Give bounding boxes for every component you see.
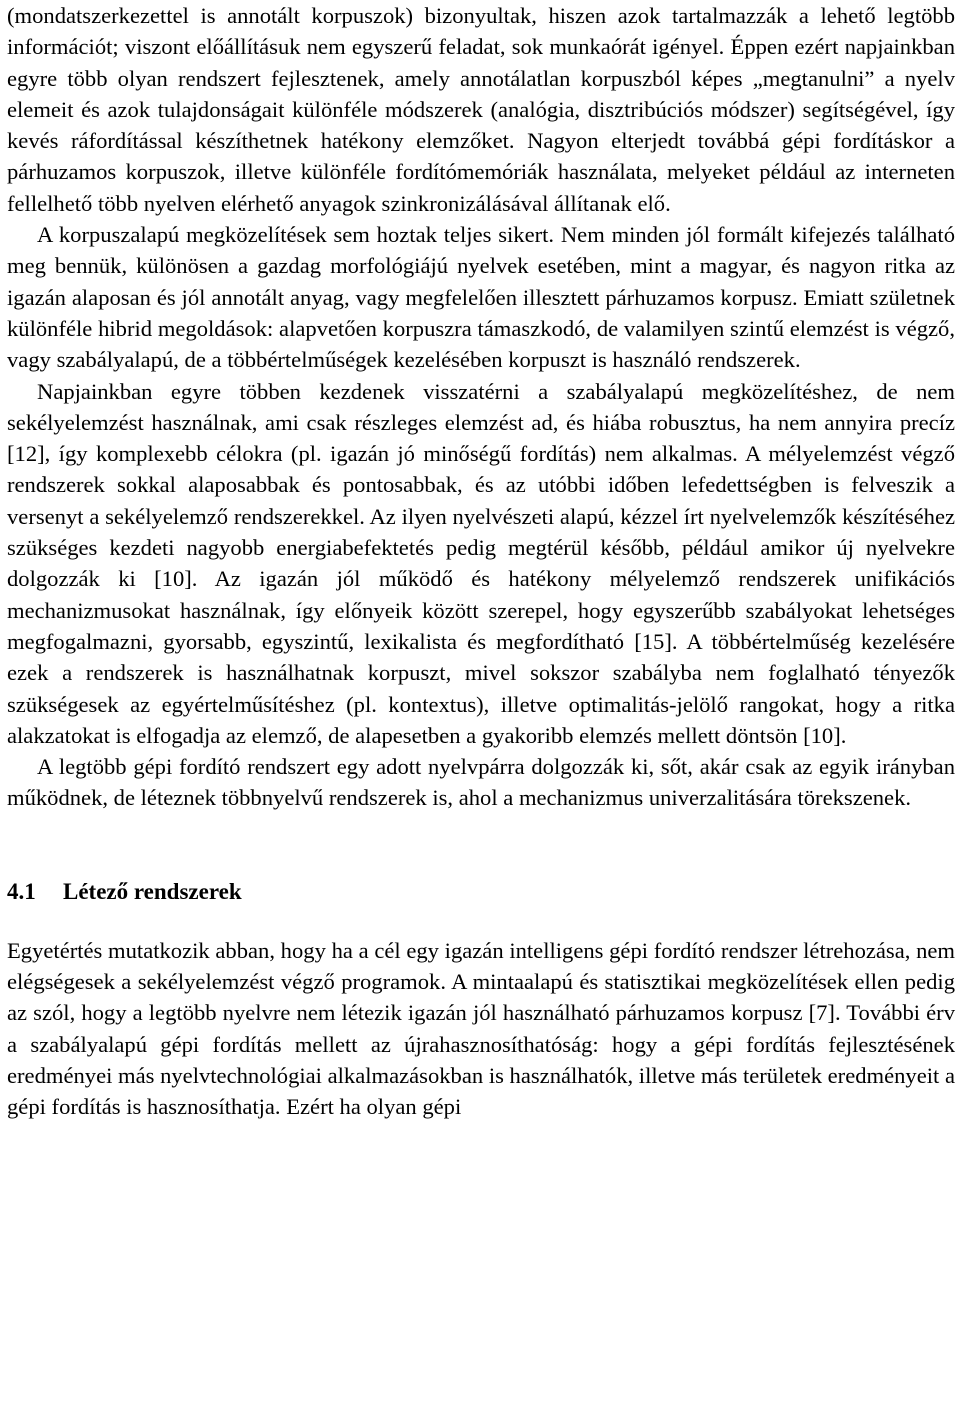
paragraph-continued: (mondatszerkezettel is annotált korpuszok) bizonyultak, hiszen azok tartalmazzák a lehető legtöbb információt; viszont előállításuk nem egyszerű feladat, sok munkaórát igényel. Éppen ezért napjainkban egyre több olyan rendszert fejlesztenek, amely annotálatlan korpuszból képes „megtanulni” a nyelv elemeit és azok tulajdonságait különféle módszerek (analógia, disztribúciós módszer) segítségével, így kevés ráfordítással készíthetnek hatékony elemzőket. Nagyon elterjedt továbbá gépi fordításkor a párhuzamos korpuszok, illetve különféle fordítómemóriák használata, melyeket például az interneten fellelhető több nyelven elérhető anyagok szinkronizálásával állítanak elő. [7,3,955,216]
section-title: Létező rendszerek [63,878,242,904]
paragraph: Egyetértés mutatkozik abban, hogy ha a cél egy igazán intelligens gépi fordító rendszer létrehozása, nem elégségesek a sekélyelemzést végző programok. A mintaalapú és statisztikai megközelítések ellen pedig az szól, hogy a legtöbb nyelvre nem létezik igazán jól használható párhuzamos korpusz [7]. További érv a szabályalapú gépi fordítás mellett az újrahasznosíthatóság: hogy a gépi fordítás fejlesztésének eredményei más nyelvtechnológiai alkalmazásokban is használhatók, illetve más területek eredményeit a gépi fordítás is hasznosíthatja. Ezért ha olyan gépi [7,937,955,1120]
document-page [7,0,955,1123]
section-spacer [7,814,955,874]
paragraph: Napjainkban egyre többen kezdenek visszatérni a szabályalapú megközelítéshez, de nem sekélyelemzést használnak, ami csak részleges elemzést ad, és hiába robusztus, ha nem annyira precíz [12], így komplexebb célokra (pl. igazán jó minőségű fordítás) nem alkalmas. A mélyelemzést végző rendszerek sokkal alaposabbak és pontosabbak, és az utóbbi időben lefedettségben is felveszik a versenyt a sekélyelemző rendszerekkel. Az ilyen nyelvészeti alapú, kézzel írt nyelvelemzők készítéséhez szükséges kezdeti nagyobb energiabefektetés pedig megtérül később, például amikor új nyelvekre dolgozzák ki [10]. Az igazán jól működő és hatékony mélyelemző rendszerek unifikációs mechanizmusokat használnak, így előnyeik között szerepel, hogy egyszerűbb szabályokat lehetséges megfogalmazni, gyorsabb, egyszintű, lexikalista és megfordítható [15]. A többértelműség kezelésére ezek a rendszerek is használhatnak korpuszt, mivel sokszor szabályba nem foglalható tényezők szükségesek az egyértelműsítéshez (pl. kontextus), illetve optimalitás-jelölő rangokat, hogy a ritka alakzatokat is elfogadja az elemző, de alapesetben a gyakoribb elemzés mellett döntsön [10]. [7,378,955,748]
section-heading [7,874,955,935]
paragraph: A legtöbb gépi fordító rendszert egy adott nyelvpárra dolgozzák ki, sőt, akár csak az egyik irányban működnek, de léteznek többnyelvű rendszerek is, ahol a mechanizmus univerzalitására törekszenek. [7,754,955,811]
paragraph: A korpuszalapú megközelítések sem hoztak teljes sikert. Nem minden jól formált kifejezés található meg bennük, különösen a gazdag morfológiájú nyelvek esetében, mint a magyar, és nagyon ritka az igazán alaposan és jól annotált anyag, vagy megfelelően illesztett párhuzamos korpusz. Emiatt születnek különféle hibrid megoldások: alapvetően korpuszra támaszkodó, de valamilyen szintű elemzést is végző, vagy szabályalapú, de a többértelműségek kezelésében korpuszt is használó rendszerek. [7,222,955,373]
section-number: 4.1 [7,878,36,904]
